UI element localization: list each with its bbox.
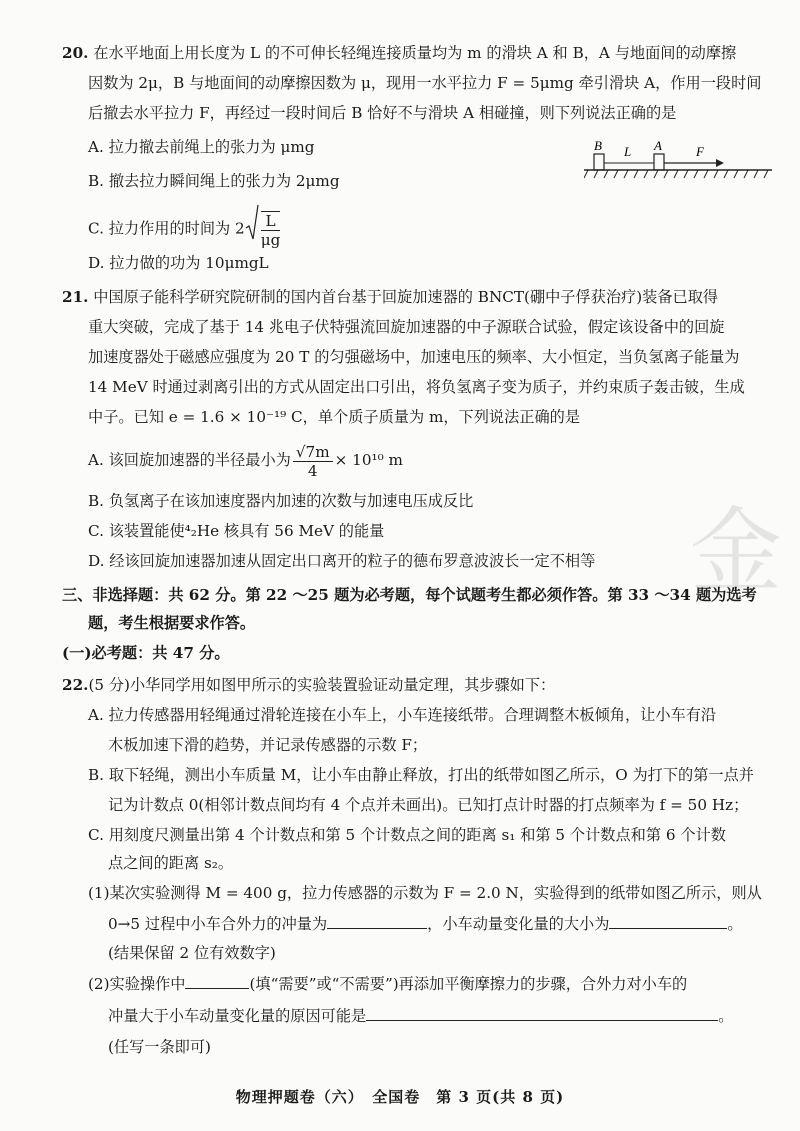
q21-option-a-fraction bbox=[293, 443, 333, 480]
frac-denominator: 4 bbox=[307, 461, 318, 480]
q22-part1-line-2 bbox=[108, 912, 743, 935]
frac-denominator: μg bbox=[260, 230, 281, 249]
block-a bbox=[654, 154, 664, 170]
q22-part2-line-2 bbox=[108, 1004, 733, 1027]
q20-option-c-prefix: C. 拉力作用的时间为 2 bbox=[88, 219, 245, 238]
q22-part2-text-c: 冲量大于小车动量变化量的原因可能是 bbox=[108, 1007, 367, 1025]
watermark: 金 bbox=[690, 498, 783, 605]
q21-stem-4: 14 MeV 时通过剥离引出的方式从固定出口引出，将负氢离子变为质子，并约束质子轰击铍，生成 bbox=[88, 378, 745, 396]
q21-option-d: D. 经该回旋加速器加速从固定出口离开的粒子的德布罗意波波长一定不相等 bbox=[88, 552, 596, 570]
q20-option-d: D. 拉力做的功为 10μmgL bbox=[88, 254, 269, 272]
q21-stem-5: 中子。已知 e = 1.6 × 10⁻¹⁹ C，单个质子质量为 m，下列说法正确的是 bbox=[88, 408, 581, 426]
page-footer: 物理押题卷（六） 全国卷 第 3 页(共 8 页) bbox=[235, 1088, 565, 1106]
q22-part1-text-b: ，小车动量变化量的大小为 bbox=[427, 915, 610, 933]
q22-part1-text-c: 。 bbox=[727, 915, 743, 933]
q21-option-a-suffix: × 10¹⁰ m bbox=[334, 451, 403, 469]
frac-numerator: √7m bbox=[293, 443, 333, 462]
answer-blank-impulse[interactable] bbox=[327, 912, 427, 929]
frac-numerator: L bbox=[261, 212, 281, 231]
q21-option-c: C. 该装置能使⁴₂He 核具有 56 MeV 的能量 bbox=[88, 522, 385, 540]
q22-number: 22. bbox=[62, 676, 89, 694]
label-b: B bbox=[594, 138, 602, 153]
answer-blank-momentum[interactable] bbox=[609, 912, 727, 929]
q20-option-a: A. 拉力撤去前绳上的张力为 μmg bbox=[88, 138, 315, 156]
q21-number: 21. bbox=[62, 288, 89, 306]
q22-step-a-1: A. 拉力传感器用轻绳通过滑轮连接在小车上，小车连接纸带。合理调整木板倾角，让小车有沿 bbox=[88, 706, 717, 724]
q20-option-c bbox=[88, 204, 282, 255]
q20-number: 20. bbox=[62, 44, 89, 62]
q22-step-a-2: 木板加速下滑的趋势，并记录传感器的示数 F； bbox=[108, 736, 428, 754]
q21-option-a bbox=[88, 442, 403, 480]
answer-blank-friction[interactable] bbox=[185, 972, 249, 989]
sqrt-symbol bbox=[245, 204, 259, 255]
q20-stem-3: 后撤去水平拉力 F，再经过一段时间后 B 恰好不与滑块 A 相碰撞，则下列说法正确的是 bbox=[88, 104, 677, 122]
label-a: A bbox=[654, 138, 662, 153]
block-b bbox=[594, 154, 604, 170]
q22-part2-text-b: (填“需要”或“不需要”)再添加平衡摩擦力的步骤，合外力对小车的 bbox=[249, 975, 688, 993]
q21-stem-2: 重大突破，完成了基于 14 兆电子伏特强流回旋加速器的中子源联合试验，假定该设备中的回旋 bbox=[88, 318, 725, 336]
q22-step-b-1: B. 取下轻绳，测出小车质量 M，让小车由静止释放，打出的纸带如图乙所示，O 为打下的第一点并 bbox=[88, 766, 754, 784]
q21-stem-3: 加速度器处于磁感应强度为 20 T 的匀强磁场中，加速电压的频率、大小恒定，当负氢离子能量为 bbox=[88, 348, 740, 366]
answer-blank-reason[interactable] bbox=[366, 1004, 718, 1021]
q20-line-1 bbox=[62, 42, 736, 64]
q22-part2-text-d: 。 bbox=[718, 1007, 734, 1025]
q21-line-1 bbox=[62, 286, 718, 308]
q22-part1-line-1: (1)某次实验测得 M = 400 g，拉力传感器的示数为 F = 2.0 N，实验得到的纸带如图乙所示，则从 bbox=[88, 884, 762, 902]
q22-part1-text-a: 0→5 过程中小车合外力的冲量为 bbox=[108, 915, 328, 933]
q21-stem-1: 中国原子能科学研究院研制的国内首台基于回旋加速器的 BNCT(硼中子俘获治疗)装备已取得 bbox=[93, 288, 719, 306]
label-f: F bbox=[696, 144, 704, 159]
q20-option-b: B. 撤去拉力瞬间绳上的张力为 2μmg bbox=[88, 172, 340, 190]
q22-step-c-1: C. 用刻度尺测量出第 4 个计数点和第 5 个计数点之间的距离 s₁ 和第 5 个计数点和第 6 个计数 bbox=[88, 826, 726, 844]
q22-line-1 bbox=[62, 674, 555, 696]
q20-figure bbox=[584, 136, 774, 186]
q20-stem-2: 因数为 2μ，B 与地面间的动摩擦因数为 μ，现用一水平拉力 F = 5μmg 牵引滑块 A，作用一段时间 bbox=[88, 74, 762, 92]
q20-stem-1: 在水平地面上用长度为 L 的不可伸长轻绳连接质量均为 m 的滑块 A 和 B，A 与地面间的动摩擦 bbox=[93, 44, 737, 62]
label-l: L bbox=[624, 144, 632, 159]
q22-step-b-2: 记为计数点 0(相邻计数点间均有 4 个点并未画出)。已知打点计时器的打点频率为 f = 50 Hz； bbox=[108, 796, 749, 814]
q21-option-b: B. 负氢离子在该加速度器内加速的次数与加速电压成反比 bbox=[88, 492, 474, 510]
q21-option-a-prefix: A. 该回旋加速器的半径最小为 bbox=[88, 451, 291, 469]
q22-part2-line-1 bbox=[88, 972, 687, 995]
q22-step-c-2: 点之间的距离 s₂。 bbox=[108, 854, 234, 872]
q22-part1-line-3: (结果保留 2 位有效数字) bbox=[108, 944, 276, 962]
q22-part2-text-a: (2)实验操作中 bbox=[88, 975, 186, 993]
section3-line-1: 三、非选择题：共 62 分。第 22 ～25 题为必考题，每个试题考生都必须作答。第 33 ～34 题为选考 bbox=[62, 586, 757, 604]
ground-hatching bbox=[584, 170, 768, 178]
q22-part2-line-3: (任写一条即可) bbox=[108, 1038, 211, 1056]
q22-stem: (5 分)小华同学用如图甲所示的实验装置验证动量定理，其步骤如下： bbox=[88, 676, 556, 694]
section3-line-2: 题，考生根据要求作答。 bbox=[88, 614, 256, 632]
q20-option-c-fraction bbox=[261, 211, 281, 249]
arrow-head bbox=[716, 159, 724, 167]
section3-subheading: (一)必考题：共 47 分。 bbox=[62, 644, 230, 662]
